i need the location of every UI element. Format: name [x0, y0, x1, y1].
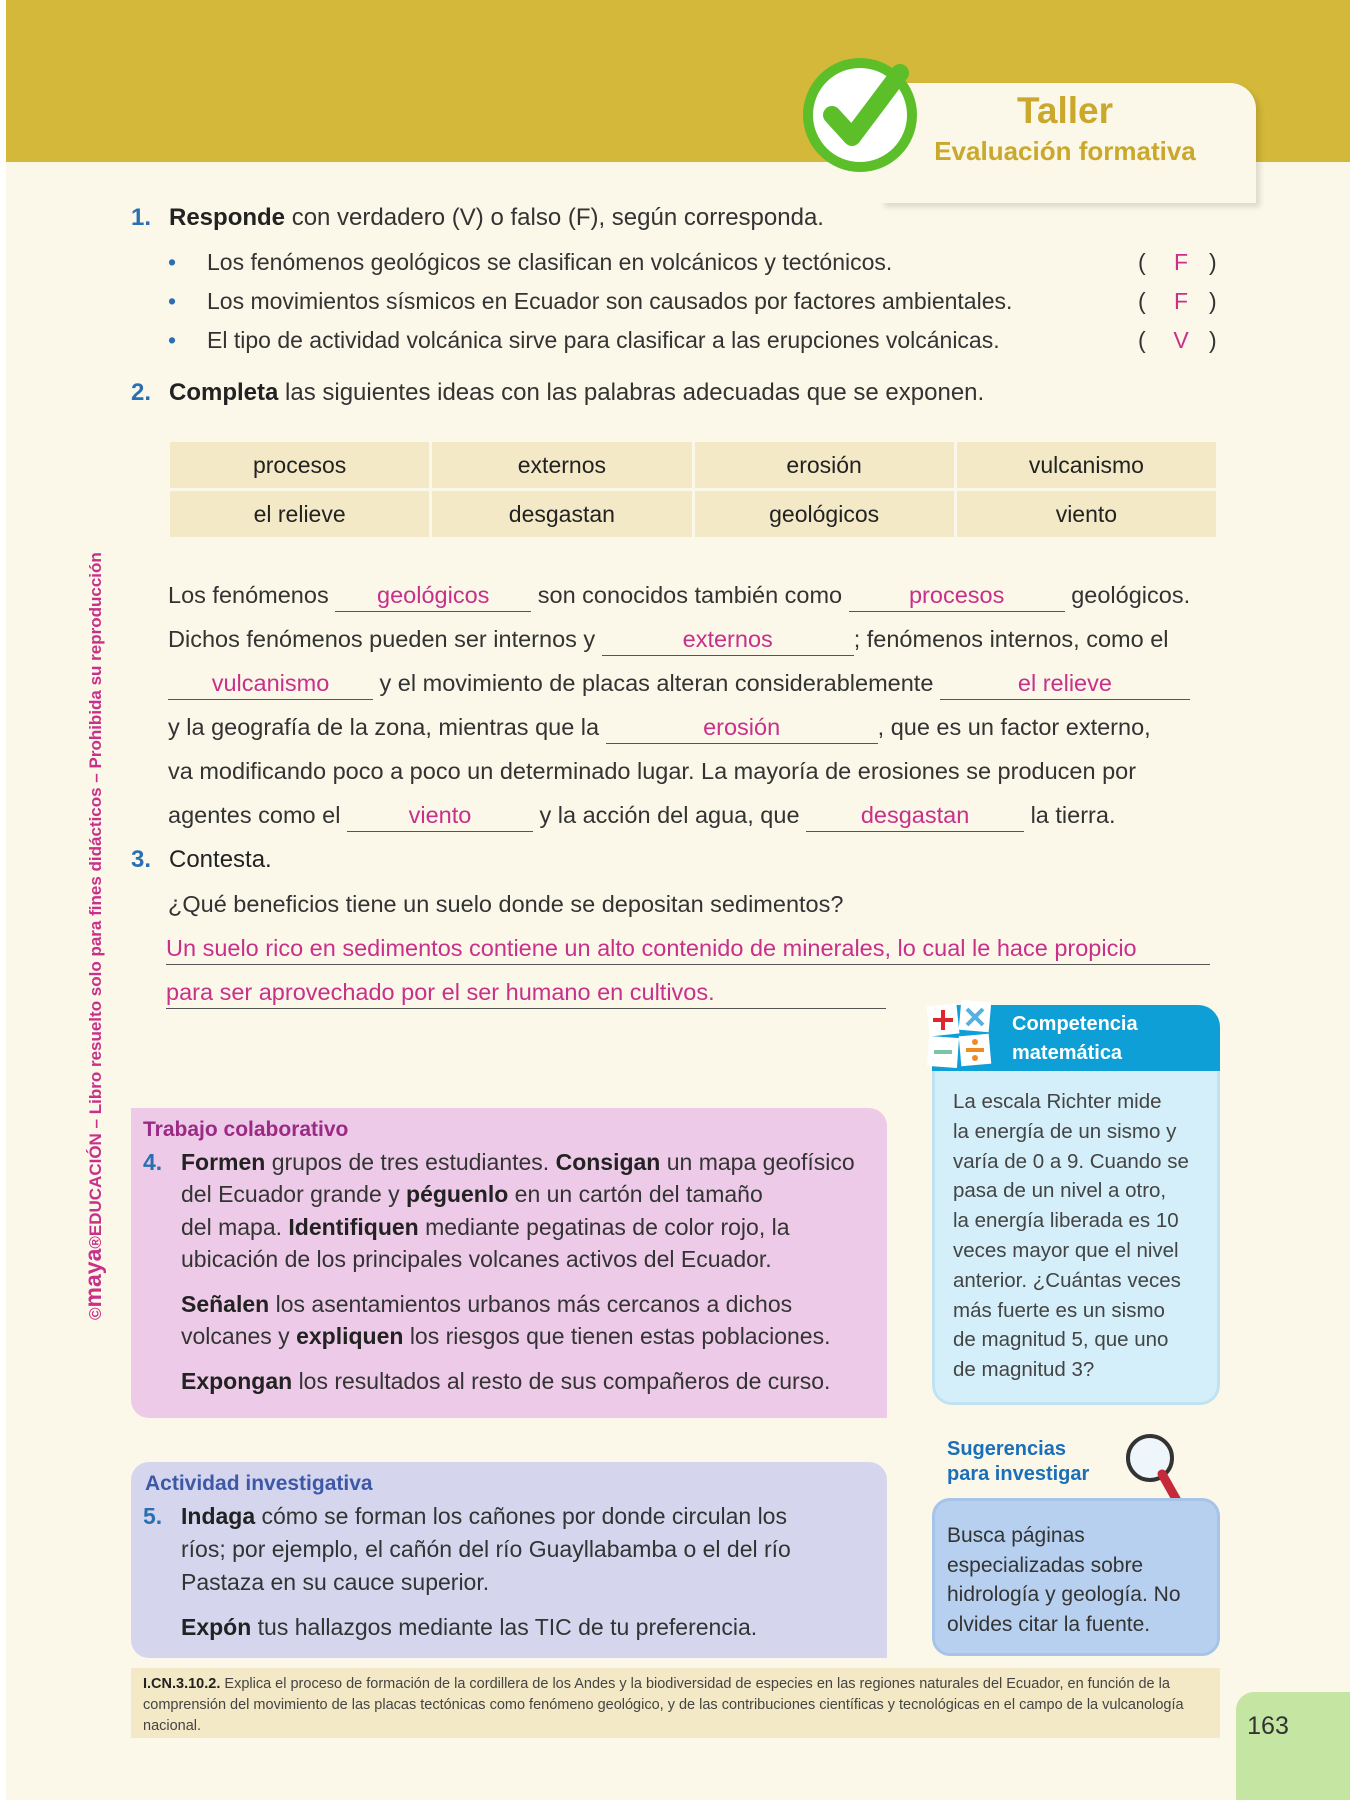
answer-blank: el relieve: [940, 668, 1190, 700]
research-tips-title: Sugerencias para investigar: [947, 1438, 1090, 1485]
collaborative-work-box: Trabajo colaborativo 4. Formen grupos de tres estudiantes. Consigan un mapa geofísico del Ecuador grande y péguenlo en un cartón del tamaño del mapa. Identifiquen mediante pegatinas de color rojo, la ubicación de los principales volcanes activos del Ecuador. Señalen los asentamientos urbanos más cercanos a dichos volcanes y expliquen los riesgos que tienen estas poblaciones. Expongan los resultados al resto de sus compañeros de curso.: [131, 1108, 887, 1418]
question-3-prompt: ¿Qué beneficios tiene un suelo donde se depositan sedimentos?: [168, 891, 844, 917]
research-tips-box: [932, 1498, 1220, 1656]
tf-answer: V: [1173, 327, 1189, 353]
page-number-box: [1236, 1692, 1350, 1800]
word-cell: externos: [431, 441, 693, 490]
math-competence-title: Competencia matemática: [1012, 1013, 1138, 1064]
answer-blank: externos: [602, 624, 854, 656]
word-cell: viento: [955, 490, 1217, 539]
answer-blank: viento: [347, 800, 533, 832]
word-cell: erosión: [693, 441, 955, 490]
workshop-subtitle: Evaluación formativa: [934, 136, 1196, 166]
collab-text: 4. Formen grupos de tres estudiantes. Consigan un mapa geofísico: [143, 1149, 855, 1175]
math-operations-icon: [922, 995, 1002, 1075]
answer-blank: erosión: [606, 712, 878, 744]
invest-heading: Actividad investigativa: [145, 1472, 373, 1495]
q3-answer-line: para ser aprovechado por el ser humano en cultivos.: [166, 976, 886, 1009]
side-copyright-note: ©maya®EDUCACIÓN – Libro resuelto solo para fines didácticos – Prohibida su reproducción: [80, 552, 106, 1320]
brand-logo: maya: [80, 1248, 106, 1308]
collab-heading: Trabajo colaborativo: [143, 1118, 349, 1141]
word-cell: vulcanismo: [955, 441, 1217, 490]
math-competence-text: La escala Richter mide la energía de un sismo y varía de 0 a 9. Cuando se pasa de un nivel a otro, la energía liberada es 10 veces mayor que el nivel anterior. ¿Cuántas veces más fuerte es un sismo de magnitud 5, que uno de magnitud 3?: [953, 1090, 1189, 1382]
tf-answer: F: [1173, 288, 1189, 314]
answer-blank: vulcanismo: [168, 668, 373, 700]
fill-in-paragraph: Los fenómenos geológicos son conocidos también como procesos geológicos. Dichos fenómenos pueden ser internos y externos ; fenómenos internos, como el vulcanismo y el movimiento de placas alteran considerablemente el relieve y la geografía de la zona, mientras que la erosión , que es un factor externo, va modificando poco a poco un determinado lugar. La mayoría de erosiones se producen por agentes como el viento y la acción del agua, que desgastan la tierra.: [168, 575, 1228, 839]
question-2: 2. Completa las siguientes ideas con las palabras adecuadas que se exponen.: [131, 379, 985, 406]
workshop-title: Taller: [1017, 90, 1113, 131]
word-cell: el relieve: [169, 490, 431, 539]
question-3: 3. Contesta.: [131, 846, 272, 873]
math-competence-body: [932, 1071, 1220, 1405]
research-tips-text: Busca páginas especializadas sobre hidrología y geología. No olvides citar la fuente.: [947, 1524, 1181, 1636]
page-number: 163: [1247, 1712, 1289, 1740]
answer-blank: geológicos: [335, 580, 531, 612]
answer-blank: desgastan: [806, 800, 1024, 832]
word-cell: geológicos: [693, 490, 955, 539]
question-1: 1. Responde con verdadero (V) o falso (F), según corresponda.: [131, 204, 824, 231]
math-competence-box: [932, 1005, 1220, 1405]
tf-answer: F: [1173, 249, 1189, 275]
curriculum-footer: I.CN.3.10.2. Explica el proceso de formación de la cordillera de los Andes y la biodiversidad de especies en las regiones naturales del Ecuador, en función de la comprensión del movimiento de las placas tectónicas como fenómeno geológico, y de las contribuciones científicas y tecnológicas en el campo de la vulcanología nacional.: [131, 1668, 1220, 1738]
word-bank-table: [167, 439, 1219, 540]
q3-answer-line: Un suelo rico en sedimentos contiene un alto contenido de minerales, lo cual le hace propicio: [166, 932, 1210, 965]
check-badge-icon: [800, 55, 920, 175]
answer-blank: procesos: [849, 580, 1065, 612]
word-cell: procesos: [169, 441, 431, 490]
research-activity-box: Actividad investigativa 5. Indaga cómo se forman los cañones por donde circulan los ríos; por ejemplo, el cañón del río Guayllabamba o el del río Pastaza en su cauce superior. Expón tus hallazgos mediante las TIC de tu preferencia.: [131, 1462, 887, 1658]
page-left-edge: [0, 0, 6, 1800]
word-cell: desgastan: [431, 490, 693, 539]
